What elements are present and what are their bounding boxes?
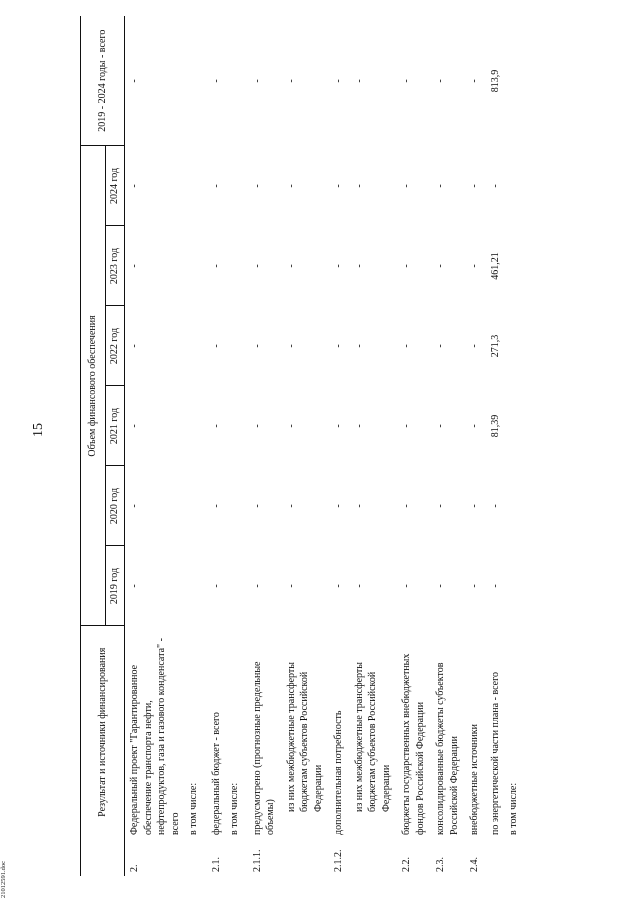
- row-year-value: -: [401, 424, 412, 428]
- row-total-value: -: [129, 79, 140, 83]
- row-year-value: -: [469, 504, 480, 508]
- row-label: дополнительная потребность: [333, 710, 344, 835]
- row-year-value: -: [210, 264, 222, 268]
- row-year-value: -: [285, 504, 297, 508]
- empty-cell: [506, 146, 527, 226]
- row-year-value: -: [435, 264, 446, 268]
- row-year-value: -: [129, 504, 140, 508]
- row-number: 2.1.1.: [251, 849, 263, 872]
- row-year-value: -: [251, 584, 263, 588]
- row-year-value: 271,3: [489, 334, 501, 358]
- row-number: [350, 838, 398, 876]
- row-year-value: -: [129, 344, 140, 348]
- row-label: в том числе:: [188, 782, 199, 835]
- table-row: [329, 16, 350, 876]
- empty-cell: [227, 306, 248, 386]
- row-year-value: -: [285, 424, 297, 428]
- empty-cell: [506, 226, 527, 306]
- row-year-value: -: [469, 584, 480, 588]
- row-year-value: -: [353, 184, 365, 188]
- row-label: из них межбюджетные трансферты бюджетам субъектов Российской Федерации: [285, 662, 324, 812]
- row-total-value: -: [435, 79, 446, 83]
- row-year-value: -: [435, 184, 446, 188]
- row-year-value: -: [285, 264, 297, 268]
- financing-table-rotated: [80, 16, 600, 876]
- header-year: 2024 год: [106, 146, 125, 226]
- table-row: [431, 16, 465, 876]
- empty-cell: [227, 386, 248, 466]
- empty-cell: [227, 146, 248, 226]
- empty-cell: [227, 546, 248, 626]
- row-label: из них межбюджетные трансферты бюджетам субъектов Российской Федерации: [353, 662, 392, 812]
- row-year-value: -: [333, 504, 344, 508]
- row-year-value: -: [353, 584, 365, 588]
- empty-cell: [227, 226, 248, 306]
- row-year-value: -: [333, 424, 344, 428]
- row-year-value: -: [210, 184, 222, 188]
- empty-cell: [186, 306, 207, 386]
- row-year-value: -: [251, 504, 263, 508]
- row-year-value: -: [401, 504, 412, 508]
- row-total-value: -: [333, 79, 344, 83]
- row-year-value: -: [333, 184, 344, 188]
- table-row: [125, 16, 187, 876]
- row-number: [227, 838, 248, 876]
- row-year-value: -: [401, 584, 412, 588]
- row-year-value: -: [401, 184, 412, 188]
- row-total-value: -: [251, 79, 263, 83]
- row-year-value: -: [210, 424, 222, 428]
- row-label: бюджеты государственных внебюджетных фондов Российской Федерации: [401, 653, 426, 835]
- row-year-value: -: [353, 424, 365, 428]
- row-year-value: -: [285, 584, 297, 588]
- row-year-value: -: [435, 504, 446, 508]
- header-funding-volume: Объем финансового обеспечения: [81, 146, 106, 626]
- row-label: в том числе:: [508, 782, 519, 835]
- row-year-value: -: [251, 184, 263, 188]
- row-number: [186, 838, 207, 876]
- empty-cell: [506, 386, 527, 466]
- page-number: 15: [31, 423, 46, 437]
- row-year-value: -: [353, 264, 365, 268]
- empty-cell: [186, 386, 207, 466]
- document-filename: 21012591.doc: [0, 860, 7, 898]
- row-year-value: -: [401, 264, 412, 268]
- empty-cell: [506, 466, 527, 546]
- financing-table: [80, 16, 527, 876]
- empty-cell: [506, 546, 527, 626]
- header-result-sources: Результат и источники финансирования: [81, 626, 125, 838]
- table-row: [506, 16, 527, 876]
- row-year-value: -: [285, 184, 297, 188]
- row-number: [506, 838, 527, 876]
- header-num: [81, 838, 125, 876]
- header-year: 2023 год: [106, 226, 125, 306]
- row-number: 2.2.: [401, 857, 412, 872]
- row-number: [282, 838, 330, 876]
- row-label: внебюджетные источники: [469, 724, 480, 835]
- header-year: 2019 год: [106, 546, 125, 626]
- row-number: 2.1.2.: [333, 849, 344, 872]
- table-row: [465, 16, 486, 876]
- row-year-value: -: [489, 584, 501, 588]
- row-year-value: -: [435, 344, 446, 348]
- row-label: Федеральный проект "Гарантированное обеспечение транспорта нефти, нефтепродуктов, газа и газового конденсата" - всего: [129, 638, 181, 835]
- header-year: 2022 год: [106, 306, 125, 386]
- empty-cell: [186, 466, 207, 546]
- row-year-value: -: [129, 424, 140, 428]
- row-year-value: -: [353, 344, 365, 348]
- row-year-value: -: [333, 584, 344, 588]
- row-year-value: -: [469, 344, 480, 348]
- table-row: [282, 16, 330, 876]
- row-year-value: -: [353, 504, 365, 508]
- row-year-value: -: [251, 424, 263, 428]
- row-year-value: -: [435, 584, 446, 588]
- row-total-value: -: [285, 79, 297, 83]
- row-year-value: -: [129, 264, 140, 268]
- table-row: [248, 16, 282, 876]
- row-number: [486, 838, 507, 876]
- empty-cell: [186, 146, 207, 226]
- table-row: [350, 16, 398, 876]
- row-year-value: -: [285, 344, 297, 348]
- empty-cell: [506, 16, 527, 146]
- row-year-value: -: [251, 264, 263, 268]
- row-year-value: 81,39: [489, 414, 501, 438]
- row-total-value: -: [353, 79, 365, 83]
- row-year-value: -: [210, 344, 222, 348]
- table-row: [207, 16, 228, 876]
- table-row: [227, 16, 248, 876]
- empty-cell: [186, 16, 207, 146]
- row-year-value: -: [129, 184, 140, 188]
- row-label: федеральный бюджет - всего: [210, 712, 222, 835]
- empty-cell: [227, 16, 248, 146]
- row-number: 2.3.: [435, 857, 446, 872]
- header-total: 2019 - 2024 годы - всего: [81, 16, 125, 146]
- table-row: [397, 16, 431, 876]
- row-year-value: -: [129, 584, 140, 588]
- header-year: 2020 год: [106, 466, 125, 546]
- row-number: 2.4.: [469, 857, 480, 872]
- empty-cell: [227, 466, 248, 546]
- empty-cell: [186, 546, 207, 626]
- table-row: [486, 16, 507, 876]
- row-label: предусмотрено (прогнозные предельные объемы): [251, 661, 276, 835]
- header-year: 2021 год: [106, 386, 125, 466]
- row-total-value: -: [469, 79, 480, 83]
- empty-cell: [186, 226, 207, 306]
- row-year-value: -: [469, 264, 480, 268]
- row-total-value: 813,9: [489, 69, 501, 93]
- row-year-value: 461,21: [489, 252, 501, 280]
- row-label: по энергетической части плана - всего: [489, 672, 501, 835]
- row-year-value: -: [469, 424, 480, 428]
- row-year-value: -: [333, 344, 344, 348]
- row-label: в том числе:: [229, 782, 240, 835]
- row-year-value: -: [210, 584, 222, 588]
- row-total-value: -: [401, 79, 412, 83]
- row-year-value: -: [489, 184, 501, 188]
- row-year-value: -: [469, 184, 480, 188]
- row-year-value: -: [333, 264, 344, 268]
- row-label: консолидированные бюджеты субъектов Российской Федерации: [435, 662, 460, 835]
- row-year-value: -: [435, 424, 446, 428]
- empty-cell: [506, 306, 527, 386]
- row-year-value: -: [401, 344, 412, 348]
- row-total-value: -: [210, 79, 222, 83]
- table-row: [186, 16, 207, 876]
- row-number: 2.: [129, 864, 140, 872]
- row-year-value: -: [210, 504, 222, 508]
- row-year-value: -: [251, 344, 263, 348]
- row-year-value: -: [489, 504, 501, 508]
- row-number: 2.1.: [210, 857, 222, 872]
